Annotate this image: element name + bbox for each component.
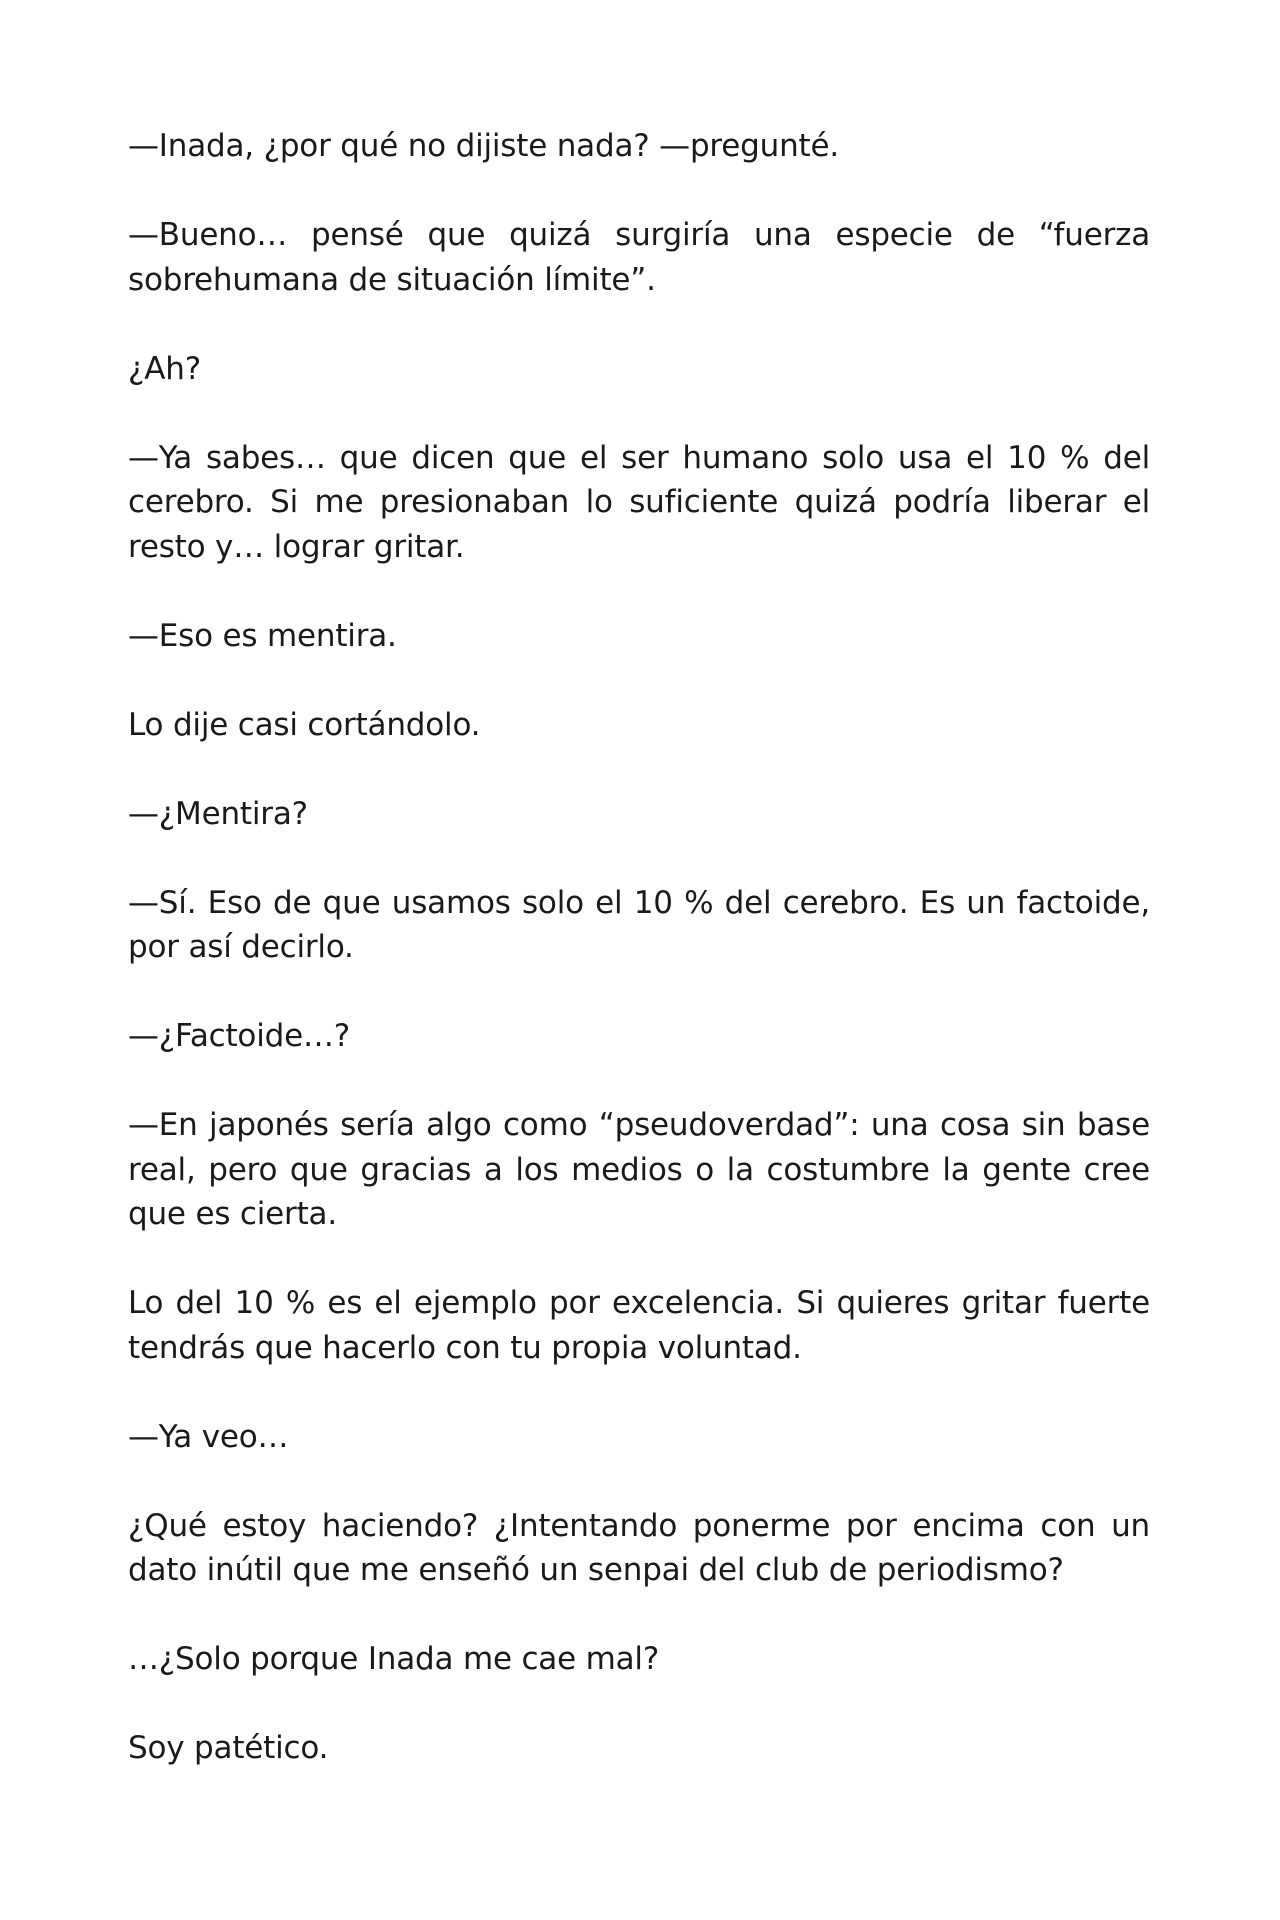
paragraph-15: Soy patético. bbox=[128, 1730, 329, 1766]
paragraph-5: —Eso es mentira. bbox=[128, 617, 397, 654]
paragraph-6: Lo dije casi cortándolo. bbox=[128, 706, 481, 743]
document-page bbox=[128, 124, 1150, 1815]
paragraph-10: —En japonés sería algo como “pseudoverdad”: una cosa sin base real, pero que gracias a los medios o la costumbre la gente cree que es cierta. bbox=[128, 1107, 1150, 1232]
paragraph-7: —¿Mentira? bbox=[128, 795, 308, 832]
paragraph-1: —Inada, ¿por qué no dijiste nada? —pregunté. bbox=[128, 128, 840, 164]
paragraph-4: —Ya sabes… que dicen que el ser humano solo usa el 10 % del cerebro. Si me presionaban lo suficiente quizá podría liberar el resto y… lograr gritar. bbox=[128, 439, 1150, 565]
paragraph-12: —Ya veo… bbox=[128, 1418, 289, 1455]
paragraph-9: —¿Factoide…? bbox=[128, 1018, 351, 1054]
paragraph-8: —Sí. Eso de que usamos solo el 10 % del cerebro. Es un factoide, por así decirlo. bbox=[128, 884, 1150, 965]
paragraph-11: Lo del 10 % es el ejemplo por excelencia. Si quieres gritar fuerte tendrás que hacerlo con tu propia voluntad. bbox=[128, 1285, 1150, 1366]
paragraph-3: ¿Ah? bbox=[128, 350, 201, 387]
paragraph-14: …¿Solo porque Inada me cae mal? bbox=[128, 1641, 660, 1677]
paragraph-13: ¿Qué estoy haciendo? ¿Intentando ponerme por encima con un dato inútil que me enseñó un senpai del club de periodismo? bbox=[128, 1507, 1150, 1588]
paragraph-2: —Bueno… pensé que quizá surgiría una especie de “fuerza sobrehumana de situación límite”. bbox=[128, 217, 1150, 298]
